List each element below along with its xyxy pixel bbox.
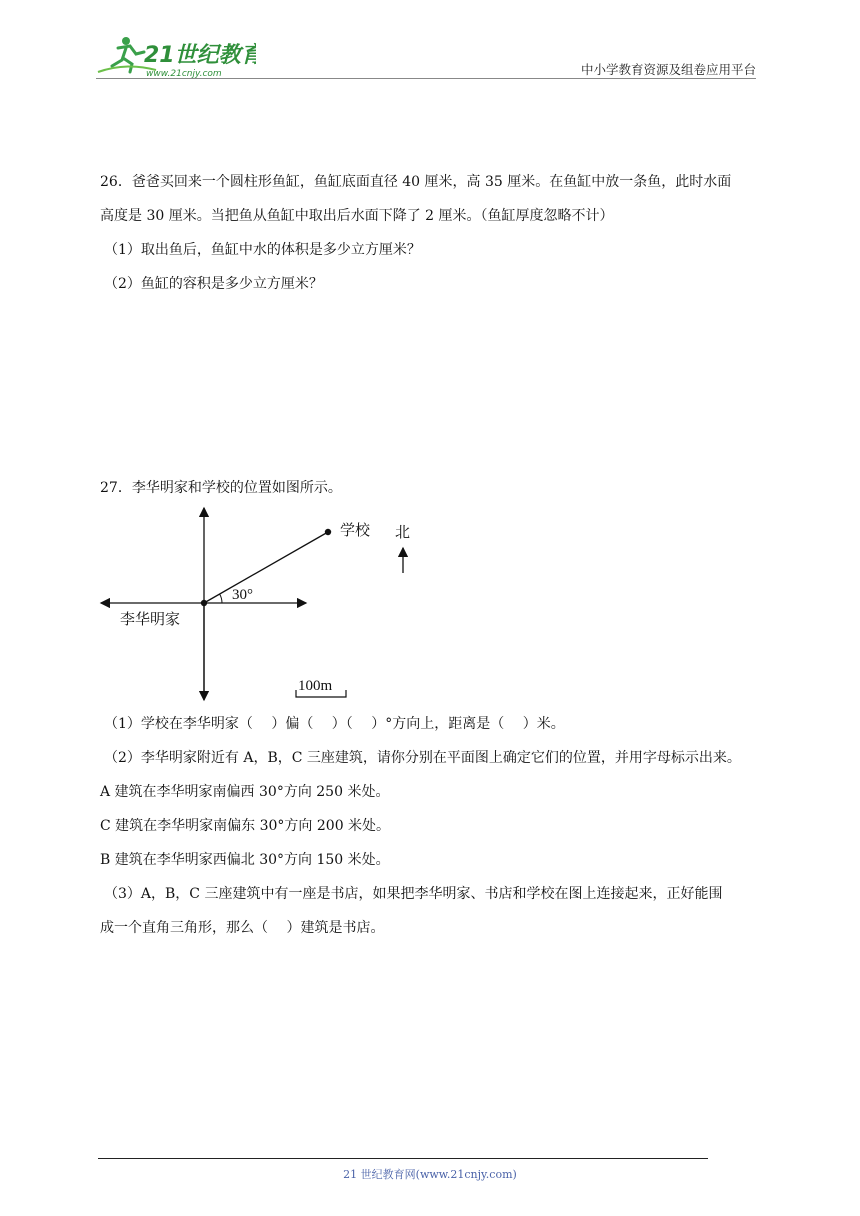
q27-building-c: C 建筑在李华明家南偏东 30°方向 200 米处。 bbox=[100, 818, 391, 834]
svg-text:www.21cnjy.com: www.21cnjy.com bbox=[146, 69, 222, 79]
footer-divider bbox=[98, 1158, 708, 1159]
home-label: 李华明家 bbox=[120, 610, 181, 628]
home-point bbox=[201, 600, 207, 606]
q26-sub1: （1）取出鱼后，鱼缸中水的体积是多少立方厘米？ bbox=[104, 242, 421, 258]
q27-building-b: B 建筑在李华明家西偏北 30°方向 150 米处。 bbox=[100, 852, 390, 868]
scale-label: 100m bbox=[298, 678, 333, 694]
q26-sub2: （2）鱼缸的容积是多少立方厘米？ bbox=[104, 276, 323, 292]
header-platform-text: 中小学教育资源及组卷应用平台 bbox=[580, 62, 756, 77]
header-divider bbox=[96, 78, 756, 79]
q26-stem-line1: 26．爸爸买回来一个圆柱形鱼缸，鱼缸底面直径 40 厘米，高 35 厘米。在鱼缸中放一条鱼，此时水面 bbox=[100, 174, 732, 190]
footer-text[interactable]: 21 世纪教育网(www.21cnjy.com) bbox=[343, 1168, 517, 1181]
north-label: 北 bbox=[395, 523, 411, 541]
q27-sub3-line1: （3）A，B，C 三座建筑中有一座是书店，如果把李华明家、书店和学校在图上连接起来，正好能围 bbox=[104, 886, 723, 902]
q27-stem: 27．李华明家和学校的位置如图所示。 bbox=[100, 480, 342, 496]
q27-sub3-line2: 成一个直角三角形，那么（ ）建筑是书店。 bbox=[100, 920, 385, 936]
q27-position-diagram bbox=[96, 500, 436, 710]
q27-building-a: A 建筑在李华明家南偏西 30°方向 250 米处。 bbox=[100, 784, 390, 800]
school-line bbox=[204, 532, 328, 603]
site-logo bbox=[96, 32, 256, 82]
angle-arc bbox=[220, 594, 222, 603]
svg-text:21世纪教育: 21世纪教育 bbox=[144, 43, 256, 68]
q27-sub2: （2）李华明家附近有 A，B，C 三座建筑，请你分别在平面图上确定它们的位置，并用字母标示出来。 bbox=[104, 750, 741, 766]
school-label: 学校 bbox=[340, 521, 371, 539]
angle-label: 30° bbox=[232, 587, 253, 603]
school-point bbox=[325, 529, 331, 535]
q26-stem-line2: 高度是 30 厘米。当把鱼从鱼缸中取出后水面下降了 2 厘米。（鱼缸厚度忽略不计） bbox=[100, 208, 614, 224]
q27-sub1: （1）学校在李华明家（ ）偏（ ）（ ）°方向上，距离是（ ）米。 bbox=[104, 716, 565, 732]
